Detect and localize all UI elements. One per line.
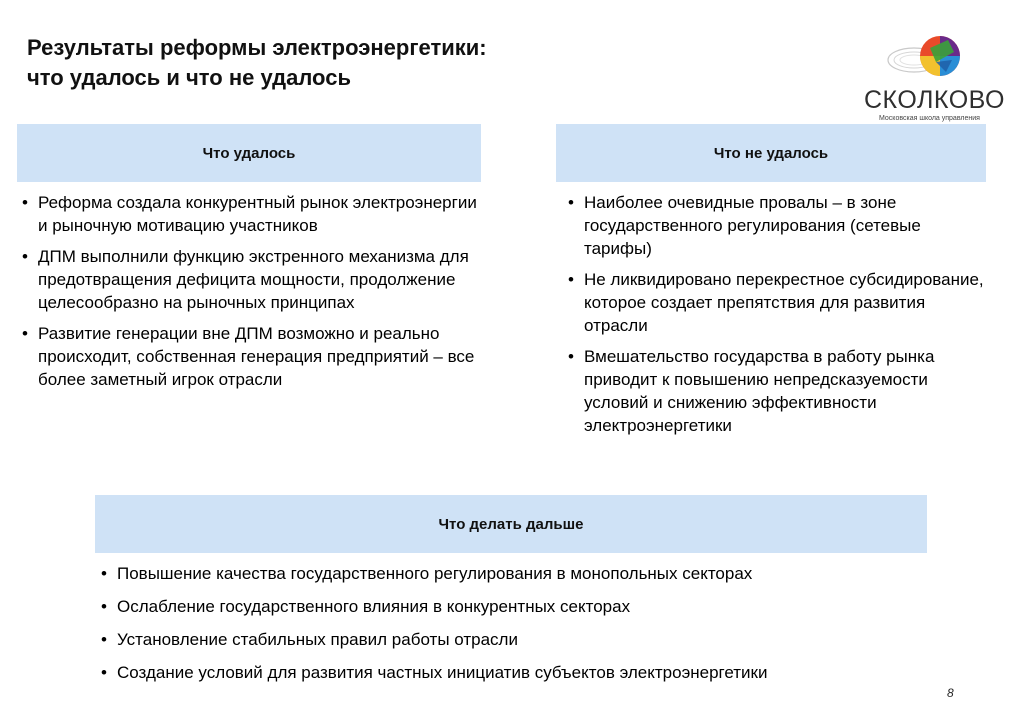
list-item-text: Реформа создала конкурентный рынок электроэнергии и рыночную мотивацию участников xyxy=(38,193,477,235)
list-item xyxy=(20,245,482,314)
slide-title-line2: что удалось и что не удалось xyxy=(27,65,351,90)
page-number: 8 xyxy=(947,686,954,700)
header-failed: Что не удалось xyxy=(556,124,986,182)
slide-title xyxy=(27,33,647,93)
header-next-steps: Что делать дальше xyxy=(95,495,927,553)
list-item-text: Вмешательство государства в работу рынка приводит к повышению непредсказуемости условий и снижению эффективности электроэнергетики xyxy=(584,347,935,435)
skolkovo-logo xyxy=(862,34,1005,124)
bullet-icon: • xyxy=(22,193,28,212)
list-item xyxy=(566,345,986,437)
list-item-text: Создание условий для развития частных инициатив субъектов электроэнергетики xyxy=(117,663,768,682)
list-item-text: ДПМ выполнили функцию экстренного механизма для предотвращения дефицита мощности, продолжение целесообразно на рыночных принципах xyxy=(38,247,469,312)
bullet-icon: • xyxy=(22,324,28,343)
list-item xyxy=(20,191,482,237)
bullet-icon: • xyxy=(22,247,28,266)
logo-subtitle: Московская школа управления xyxy=(879,115,980,122)
header-succeeded: Что удалось xyxy=(17,124,481,182)
list-item-text: Наиболее очевидные провалы – в зоне государственного регулирования (сетевые тарифы) xyxy=(584,193,921,258)
list-item xyxy=(99,661,939,684)
list-item xyxy=(99,562,939,585)
succeeded-list xyxy=(20,191,482,399)
list-item xyxy=(99,628,939,651)
list-item-text: Развитие генерации вне ДПМ возможно и реально происходит, собственная генерация предприятий – все более заметный игрок отрасли xyxy=(38,324,475,389)
slide-title-line1: Результаты реформы электроэнергетики: xyxy=(27,35,487,60)
list-item xyxy=(566,191,986,260)
bullet-icon: • xyxy=(568,270,574,289)
list-item xyxy=(99,595,939,618)
bullet-icon: • xyxy=(568,193,574,212)
bullet-icon: • xyxy=(101,630,107,649)
bullet-icon: • xyxy=(101,663,107,682)
list-item-text: Установление стабильных правил работы отрасли xyxy=(117,630,518,649)
bullet-icon: • xyxy=(101,564,107,583)
bullet-icon: • xyxy=(568,347,574,366)
next-steps-list xyxy=(99,562,939,694)
list-item-text: Не ликвидировано перекрестное субсидирование, которое создает препятствия для развития отрасли xyxy=(584,270,984,335)
bullet-icon: • xyxy=(101,597,107,616)
logo-wordmark: СКОЛКОВО xyxy=(864,86,1005,114)
list-item-text: Повышение качества государственного регулирования в монопольных секторах xyxy=(117,564,753,583)
skolkovo-sphere-icon xyxy=(886,34,986,86)
list-item xyxy=(20,322,482,391)
failed-list xyxy=(566,191,986,445)
list-item xyxy=(566,268,986,337)
list-item-text: Ослабление государственного влияния в конкурентных секторах xyxy=(117,597,631,616)
